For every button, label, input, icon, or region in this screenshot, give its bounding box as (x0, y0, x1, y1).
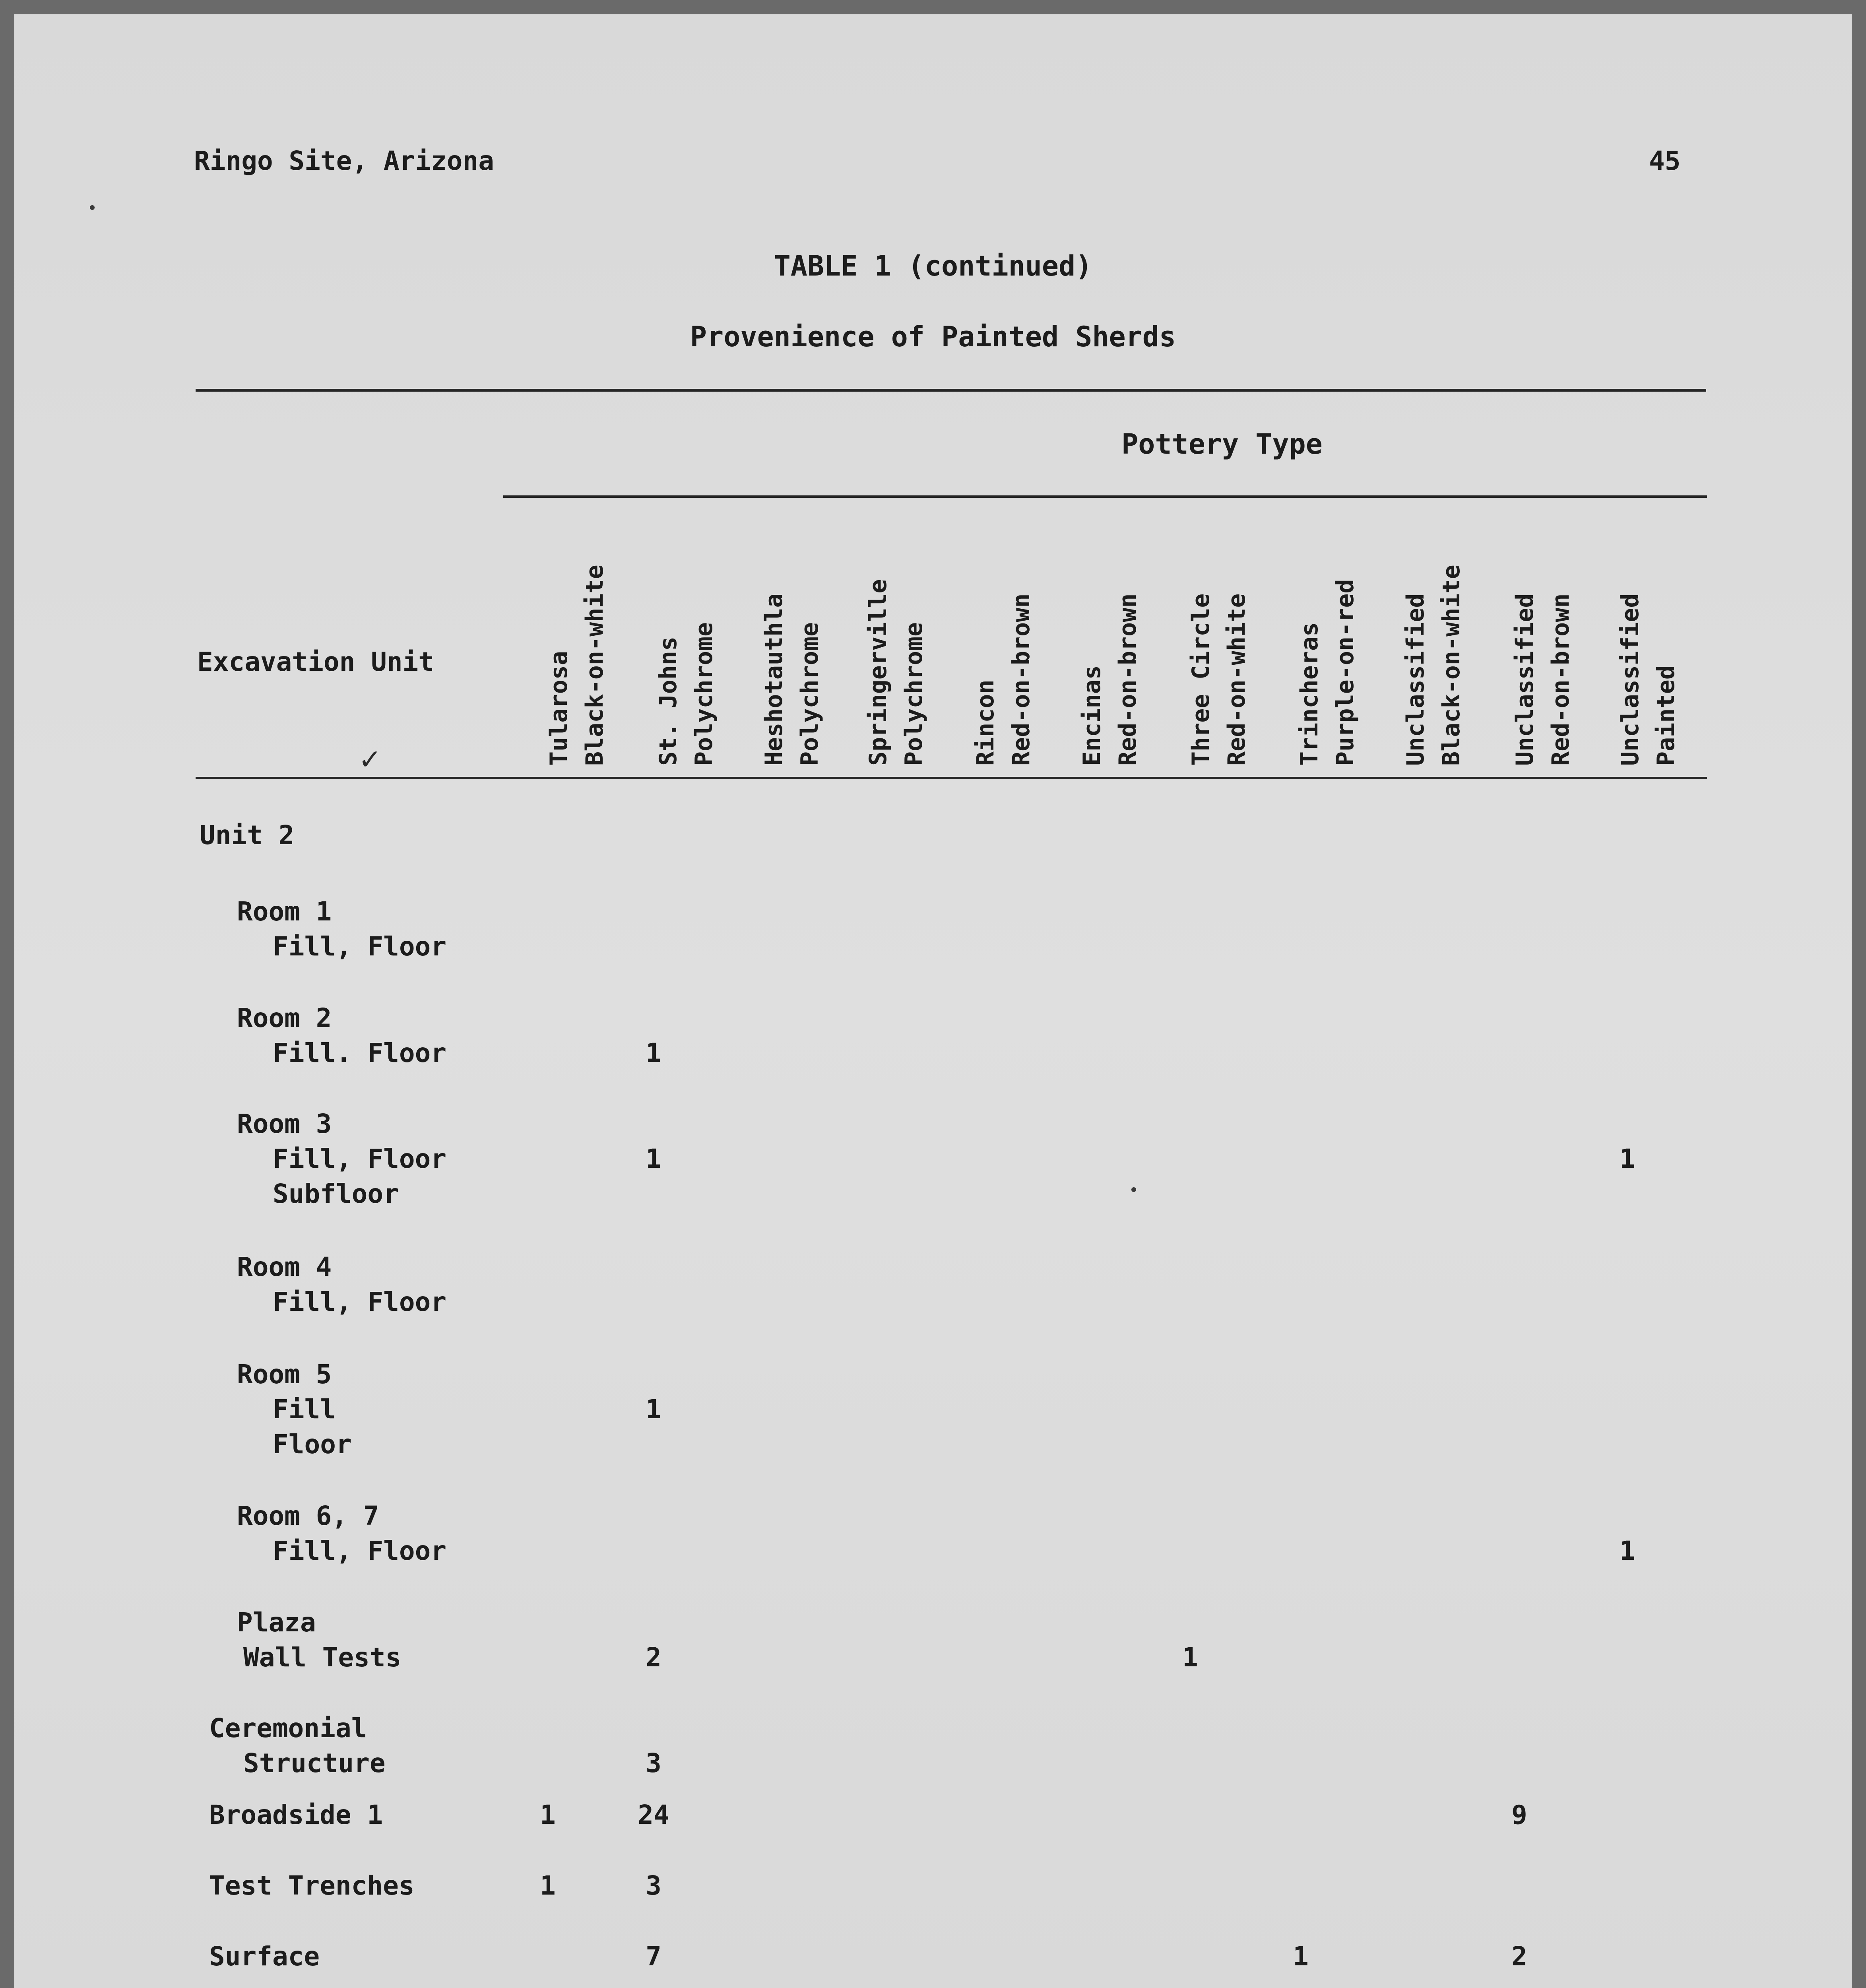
row-label: Room 3 (237, 1109, 332, 1139)
row-sublabel: Wall Tests (243, 1642, 402, 1673)
header-rule (196, 777, 1707, 779)
column-header-line1: Encinas (1078, 665, 1106, 766)
checkmark-mark: ✓ (360, 740, 380, 777)
row-sublabel: Fill, Floor (273, 1536, 447, 1566)
column-header (756, 594, 828, 766)
row-label: Room 5 (237, 1359, 332, 1390)
column-header-line2: Red-on-brown (1007, 593, 1035, 766)
row-sublabel: Structure (243, 1748, 386, 1778)
row-label: Plaza (237, 1607, 316, 1638)
row-label: Test Trenches (209, 1870, 415, 1901)
column-header (1612, 594, 1684, 766)
column-header (1183, 594, 1255, 766)
column-header (1074, 594, 1146, 766)
column-header (650, 622, 722, 766)
row-label: Room 4 (237, 1252, 332, 1282)
cell-value: 1 (540, 1800, 556, 1830)
scanned-page (14, 14, 1852, 1988)
column-header-line1: St. Johns (654, 636, 682, 766)
column-header-line2: Red-on-brown (1114, 593, 1142, 766)
column-header-line1: Three Circle (1187, 593, 1215, 766)
row-sublabel: Subfloor (273, 1178, 399, 1209)
group-rule (503, 495, 1707, 498)
column-header-line1: Unclassified (1616, 593, 1644, 766)
column-header-line2: Polychrome (690, 622, 718, 766)
excavation-unit-header: Excavation Unit (197, 646, 434, 677)
row-label: Room 2 (237, 1003, 332, 1033)
cell-value: 3 (646, 1748, 661, 1778)
column-header-line2: Red-on-brown (1547, 593, 1575, 766)
cell-value: 1 (1182, 1642, 1198, 1673)
cell-value: 1 (1293, 1941, 1309, 1972)
cell-value: 1 (646, 1143, 661, 1174)
column-header-line2: Black-on-white (581, 565, 609, 766)
column-header-line2: Painted (1652, 665, 1680, 766)
column-header-line1: Unclassified (1511, 593, 1539, 766)
column-header-line2: Purple-on-red (1331, 579, 1359, 766)
column-header (860, 579, 932, 766)
running-title: Ringo Site, Arizona (194, 146, 494, 176)
cell-value: 1 (540, 1870, 556, 1901)
column-header (1507, 594, 1579, 766)
table-title: TABLE 1 (continued) (774, 250, 1092, 282)
column-header-line2: Black-on-white (1437, 565, 1465, 766)
top-rule (196, 389, 1706, 392)
column-header-line1: Heshotauthla (760, 593, 788, 766)
scan-speck (1131, 1187, 1136, 1192)
row-label: Ceremonial (209, 1713, 367, 1743)
column-header-line1: Tularosa (545, 651, 573, 766)
column-header (968, 594, 1039, 766)
row-label: Broadside 1 (209, 1800, 383, 1830)
column-header-line2: Polychrome (900, 622, 928, 766)
column-header-line1: Rincon (972, 679, 999, 766)
row-label: Surface (209, 1941, 320, 1972)
row-sublabel: Fill, Floor (273, 931, 447, 962)
column-header (1292, 579, 1363, 766)
row-sublabel: Fill. Floor (273, 1038, 447, 1068)
row-sublabel: Fill (273, 1394, 336, 1425)
column-header-line1: Trincheras (1296, 622, 1323, 766)
column-header-line2: Polychrome (796, 622, 824, 766)
cell-value: 1 (1620, 1536, 1635, 1566)
row-label: Room 6, 7 (237, 1501, 379, 1531)
column-header (541, 565, 613, 766)
cell-value: 24 (638, 1800, 669, 1830)
row-label: Room 1 (237, 896, 332, 927)
cell-value: 2 (1511, 1941, 1527, 1972)
column-header-line1: Unclassified (1402, 593, 1430, 766)
column-header-line1: Springerville (864, 579, 892, 766)
table-subtitle: Provenience of Painted Sherds (690, 320, 1176, 353)
cell-value: 1 (1620, 1143, 1635, 1174)
pottery-type-header: Pottery Type (1121, 428, 1323, 460)
cell-value: 2 (646, 1642, 661, 1673)
row-sublabel: Floor (273, 1429, 352, 1460)
cell-value: 7 (646, 1941, 661, 1972)
page-number: 45 (1649, 146, 1681, 176)
row-sublabel: Fill, Floor (273, 1143, 447, 1174)
cell-value: 3 (646, 1870, 661, 1901)
cell-value: 1 (646, 1394, 661, 1425)
cell-value: 1 (646, 1038, 661, 1068)
cell-value: 9 (1511, 1800, 1527, 1830)
scan-speck (90, 205, 95, 210)
section-label: Unit 2 (200, 820, 295, 850)
column-header-line2: Red-on-white (1223, 593, 1251, 766)
row-sublabel: Fill, Floor (273, 1287, 447, 1317)
column-header (1398, 565, 1469, 766)
